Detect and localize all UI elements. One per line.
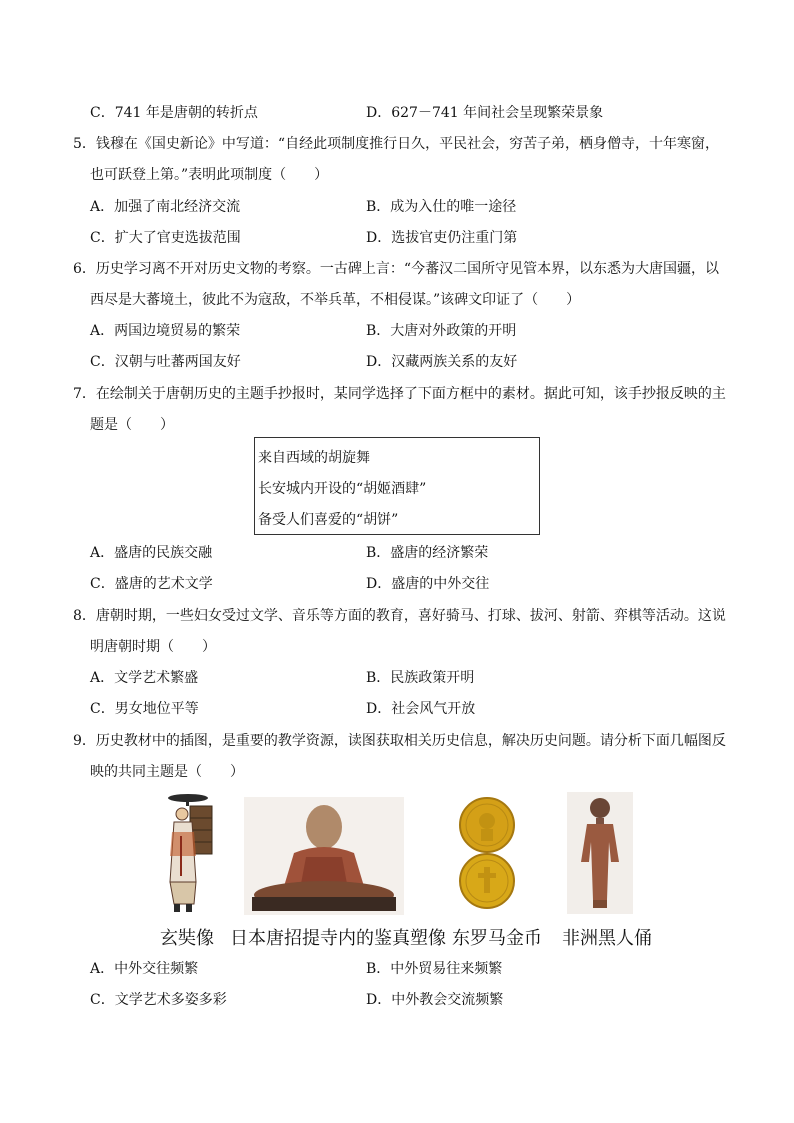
jianzhen-statue-image: [244, 797, 404, 915]
q6-option-b: B．大唐对外政策的开明: [366, 323, 517, 339]
q7-option-c: C．盛唐的艺术文学: [90, 576, 213, 592]
q7-box-line-2: 长安城内开设的“胡姬酒肆”: [258, 481, 427, 497]
q5-option-a: A．加强了南北经济交流: [90, 199, 241, 215]
african-figurine-image: [567, 792, 633, 914]
q6-stem-line1: 6．历史学习离不开对历史文物的考察。一古碑上言：“今蕃汉二国所守见管本界，以东悉为大唐国疆，以: [73, 261, 720, 277]
q8-stem-line2: 明唐朝时期（ ）: [90, 639, 216, 655]
q6-option-a: A．两国边境贸易的繁荣: [90, 323, 241, 339]
q8-stem-line1: 8．唐朝时期，一些妇女受过文学、音乐等方面的教育，喜好骑马、打球、拔河、射箭、弈棋等活动。这说: [73, 608, 726, 624]
caption-xuanzang: 玄奘像: [160, 928, 214, 949]
q5-option-d: D．选拔官吏仍注重门第: [366, 230, 518, 246]
q6-stem-line2: 西尽是大蕃境土，彼此不为寇敌，不举兵革，不相侵谋。”该碑文印证了（ ）: [90, 292, 581, 308]
q9-option-d: D．中外教会交流频繁: [366, 992, 504, 1008]
q5-option-b: B．成为入仕的唯一途径: [366, 199, 517, 215]
q7-box-line-1: 来自西域的胡旋舞: [258, 450, 370, 466]
q8-option-a: A．文学艺术繁盛: [90, 670, 199, 686]
q5-stem-line1: 5．钱穆在《国史新论》中写道：“自经此项制度推行日久，平民社会，穷苦子弟，栖身僧寺，十年寒窗，: [73, 136, 720, 152]
q7-stem-line1: 7．在绘制关于唐朝历史的主题手抄报时，某同学选择了下面方框中的素材。据此可知，该手抄报反映的主: [73, 386, 726, 402]
q9-option-c: C．文学艺术多姿多彩: [90, 992, 227, 1008]
q9-option-a: A．中外交往频繁: [90, 961, 199, 977]
caption-african-figurine: 非洲黑人俑: [562, 928, 652, 949]
q4-option-c: C．741 年是唐朝的转折点: [90, 105, 258, 121]
q6-option-c: C．汉朝与吐蕃两国友好: [90, 354, 241, 370]
xuanzang-portrait-image: [160, 792, 220, 916]
q8-option-d: D．社会风气开放: [366, 701, 476, 717]
caption-roman-coin: 东罗马金币: [452, 928, 542, 949]
q8-option-b: B．民族政策开明: [366, 670, 475, 686]
q9-option-b: B．中外贸易往来频繁: [366, 961, 503, 977]
byzantine-gold-coins-image: [454, 797, 520, 911]
q7-option-a: A．盛唐的民族交融: [90, 545, 213, 561]
q9-stem-line2: 映的共同主题是（ ）: [90, 764, 244, 780]
q5-option-c: C．扩大了官吏选拔范围: [90, 230, 241, 246]
q7-stem-line2: 题是（ ）: [90, 417, 174, 433]
q7-material-box: [254, 437, 540, 535]
q7-box-line-3: 备受人们喜爱的“胡饼”: [258, 512, 399, 528]
q7-option-b: B．盛唐的经济繁荣: [366, 545, 489, 561]
q4-option-d: D．627－741 年间社会呈现繁荣景象: [366, 105, 604, 121]
caption-jianzhen: 日本唐招提寺内的鉴真塑像: [230, 928, 446, 949]
q7-option-d: D．盛唐的中外交往: [366, 576, 490, 592]
q5-stem-line2: 也可跃登上第。”表明此项制度（ ）: [90, 167, 329, 183]
q6-option-d: D．汉藏两族关系的友好: [366, 354, 518, 370]
q9-stem-line1: 9．历史教材中的插图，是重要的教学资源，读图获取相关历史信息，解决历史问题。请分析下面几幅图反: [73, 733, 726, 749]
q8-option-c: C．男女地位平等: [90, 701, 199, 717]
